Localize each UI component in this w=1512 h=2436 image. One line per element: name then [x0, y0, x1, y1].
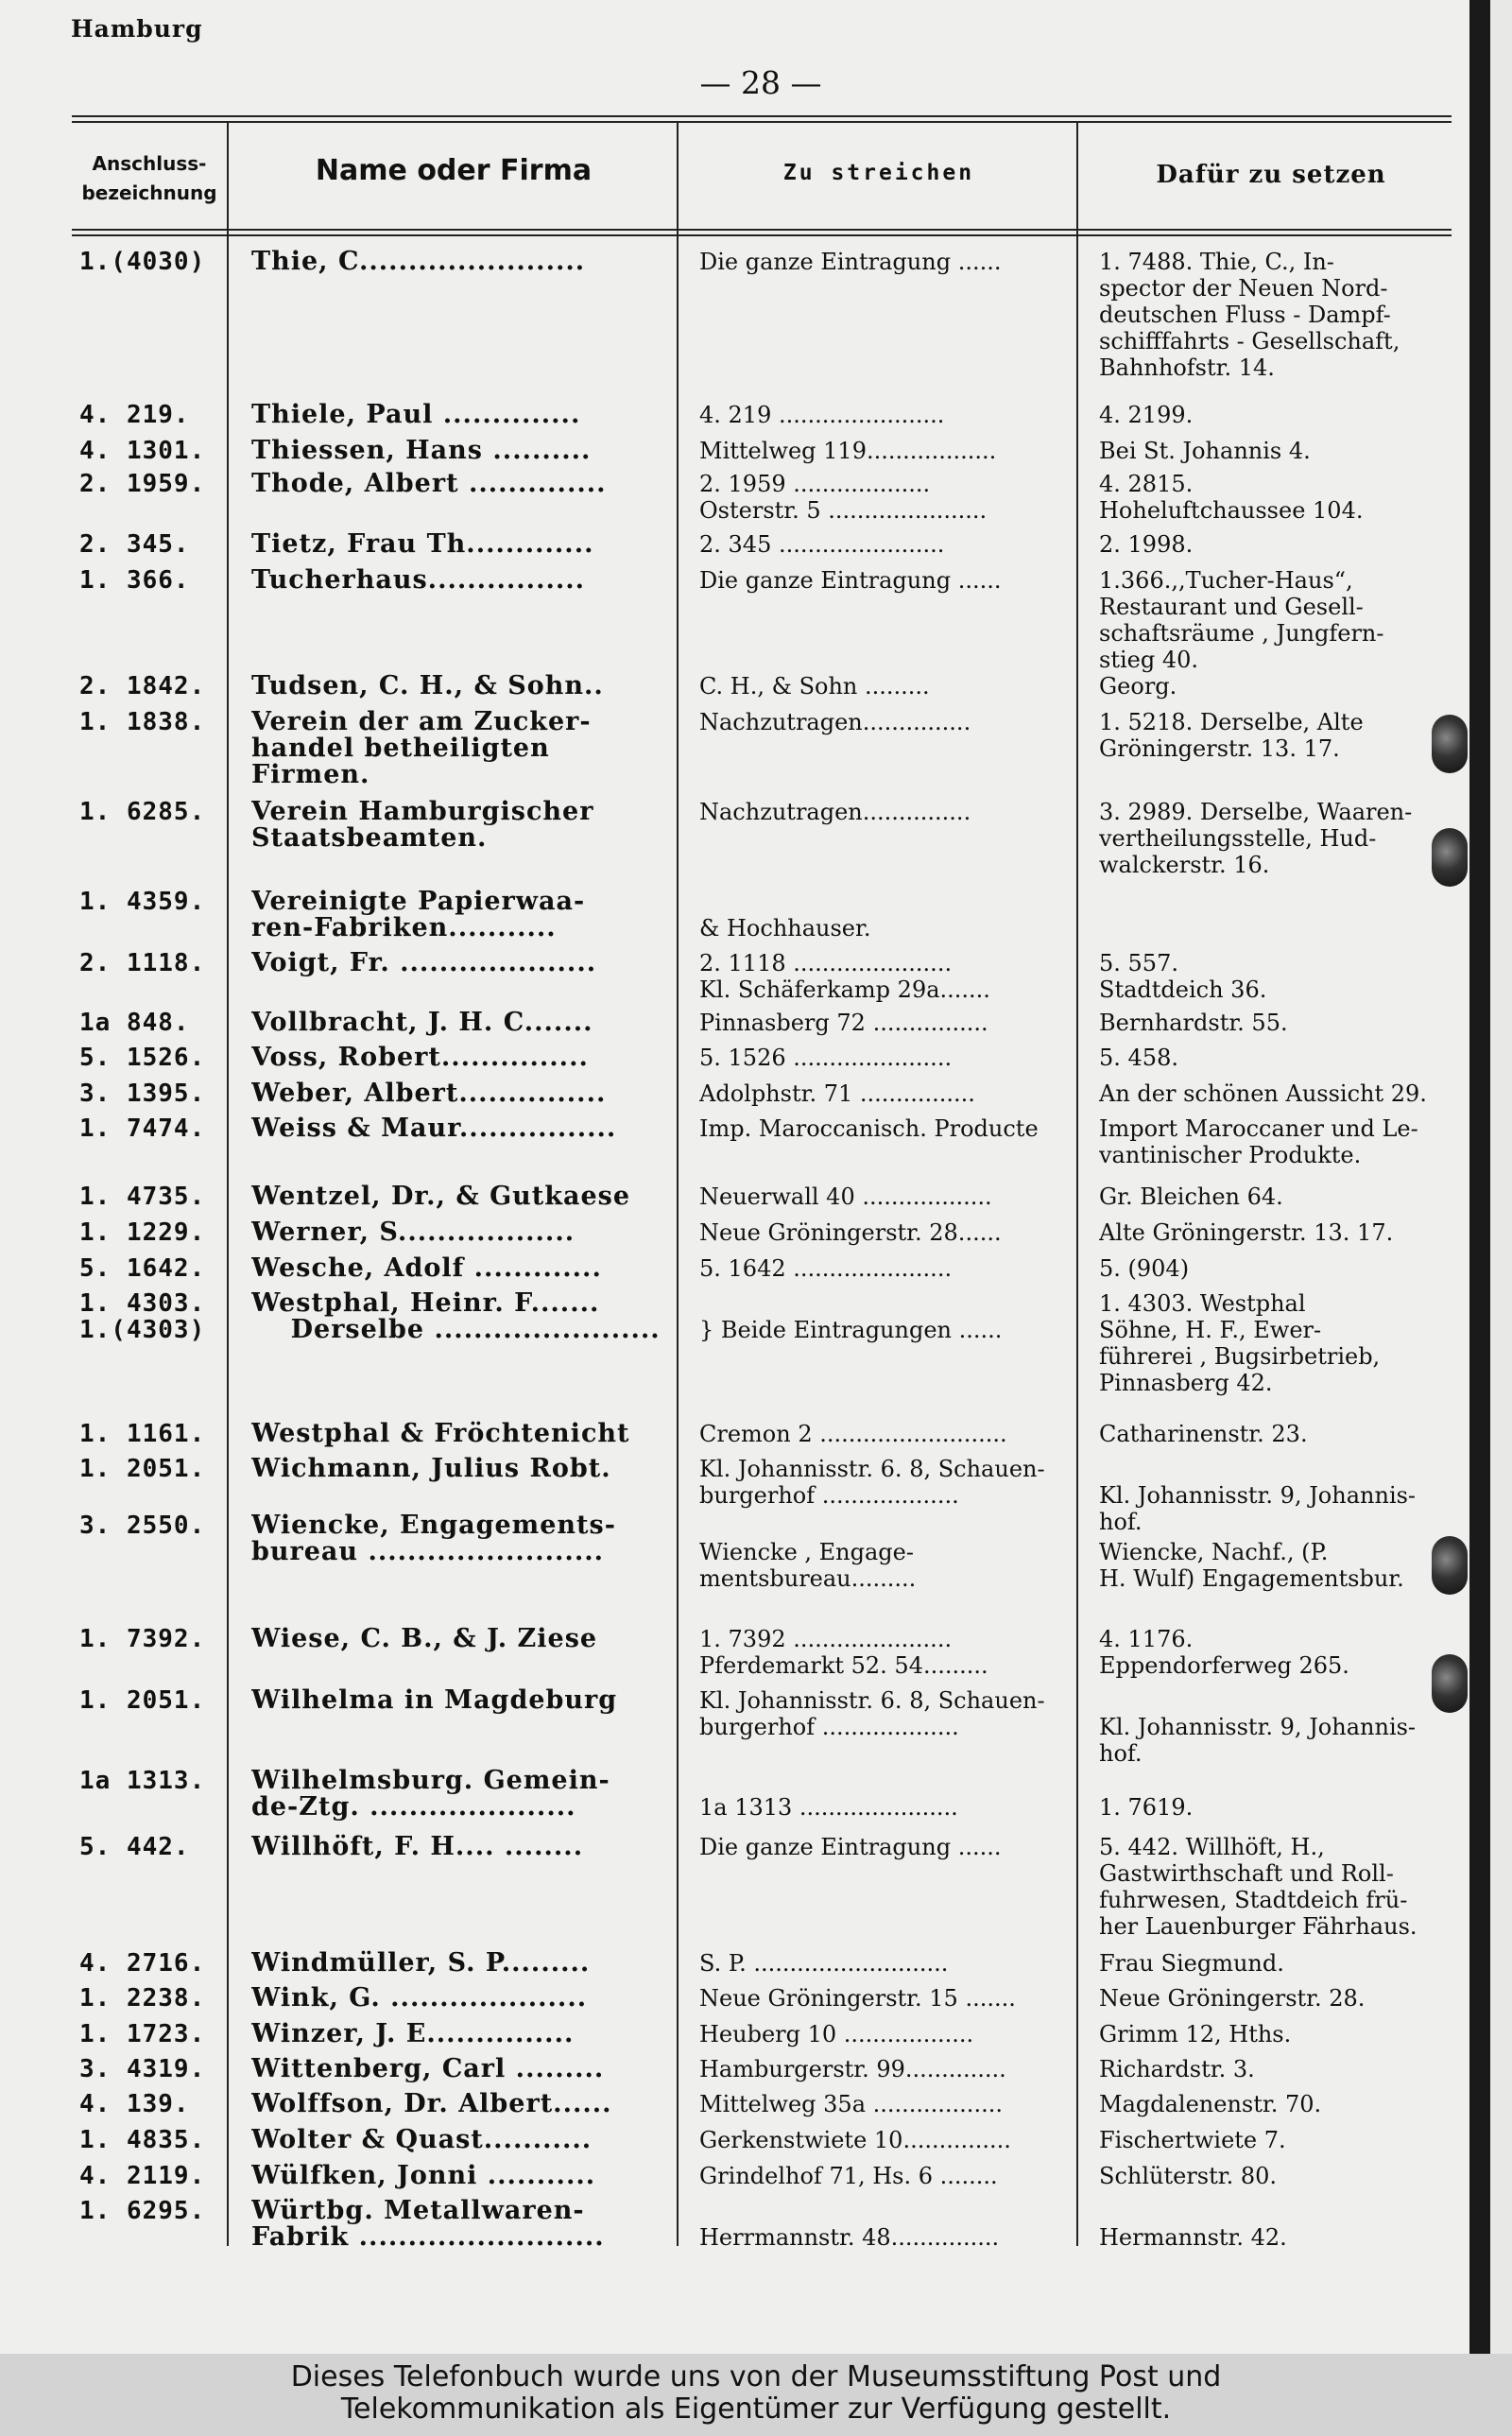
entry-name: Wesche, Adolf ............. — [251, 1255, 602, 1282]
entry-strike: Imp. Maroccanisch. Producte — [699, 1115, 1039, 1142]
entry-set: Schlüterstr. 80. — [1099, 2163, 1278, 2189]
entry-name: Weber, Albert............... — [251, 1080, 607, 1107]
city-heading: Hamburg — [71, 15, 203, 43]
entry-name: Werner, S.................. — [251, 1219, 576, 1246]
entry-set: 5. 458. — [1099, 1045, 1178, 1071]
entry-strike: Mittelweg 35a .................. — [699, 2091, 1003, 2117]
entry-set: 5. 442. Willhöft, H., Gastwirthschaft und Roll- fuhrwesen, Stadtdeich frü- her Lauenburger Fährhaus. — [1099, 1834, 1418, 1940]
entry-code: 1.(4030) — [79, 249, 206, 275]
entry-code: 1. 2051. — [79, 1687, 206, 1714]
entry-code: 4. 1301. — [79, 438, 206, 464]
entry-set: 1. 7488. Thie, C., In- spector der Neuen Nord- deutschen Fluss - Dampf- schifffahrts - Gesellschaft, Bahnhofstr. 14. — [1099, 249, 1400, 381]
entry-set: Frau Siegmund. — [1099, 1950, 1284, 1977]
entry-name: Thie, C....................... — [251, 249, 586, 275]
entry-name: Tucherhaus................ — [251, 567, 586, 594]
entry-strike: 1. 7392 ...................... Pferdemarkt 52. 54......... — [699, 1626, 988, 1679]
entry-strike: Neue Gröningerstr. 15 ....... — [699, 1985, 1016, 2012]
entry-code: 4. 2716. — [79, 1950, 206, 1977]
entry-strike: 4. 219 ....................... — [699, 402, 945, 428]
entry-code: 5. 442. — [79, 1834, 190, 1860]
entry-set: An der schönen Aussicht 29. — [1099, 1080, 1427, 1107]
entry-code: 3. 4319. — [79, 2056, 206, 2082]
entry-name: Westphal, Heinr. F....... Derselbe ....................... — [251, 1290, 661, 1343]
entry-strike: 1a 1313 ...................... — [699, 1794, 958, 1821]
entry-strike: Herrmannstr. 48............... — [699, 2224, 1000, 2251]
entry-strike: Die ganze Eintragung ...... — [699, 567, 1002, 594]
entry-name: Thiele, Paul .............. — [251, 402, 581, 428]
entry-name: Wülfken, Jonni ........... — [251, 2163, 596, 2189]
entry-set: Alte Gröningerstr. 13. 17. — [1099, 1219, 1394, 1246]
entry-strike: Adolphstr. 71 ................ — [699, 1080, 975, 1107]
entry-name: Wichmann, Julius Robt. — [251, 1456, 611, 1482]
attribution-footer: Dieses Telefonbuch wurde uns von der Museumsstiftung Post und Telekommunikation als Eigentümer zur Verfügung gestellt. — [0, 2354, 1512, 2436]
binder-ring — [1432, 1536, 1468, 1595]
entry-code: 2. 1842. — [79, 673, 206, 700]
entry-code: 2. 345. — [79, 531, 190, 558]
entry-code: 1. 1161. — [79, 1421, 206, 1447]
binder-ring — [1432, 715, 1468, 773]
entry-strike: Neuerwall 40 .................. — [699, 1183, 992, 1210]
entry-code: 1. 4735. — [79, 1183, 206, 1210]
entry-name: Vereinigte Papierwaa- ren-Fabriken........... — [251, 889, 586, 942]
entry-strike: Heuberg 10 .................. — [699, 2021, 974, 2047]
binder-ring — [1432, 1654, 1468, 1713]
entry-name: Vollbracht, J. H. C....... — [251, 1010, 593, 1036]
entry-code: 1. 1229. — [79, 1219, 206, 1246]
entry-set: Kl. Johannisstr. 9, Johannis- hof. — [1099, 1714, 1417, 1767]
entry-set: Georg. — [1099, 673, 1177, 700]
entry-code: 1. 2051. — [79, 1456, 206, 1482]
entry-code: 1. 6295. — [79, 2198, 206, 2224]
entry-set: Bei St. Johannis 4. — [1099, 438, 1311, 464]
entry-name: Winzer, J. E............... — [251, 2021, 575, 2047]
entry-set: 1. 5218. Derselbe, Alte Gröningerstr. 13. 17. — [1099, 709, 1364, 762]
binder-ring — [1432, 828, 1468, 887]
entry-strike: S. P. ........................... — [699, 1950, 949, 1977]
entry-name: Weiss & Maur................ — [251, 1115, 617, 1142]
entry-name: Thode, Albert .............. — [251, 471, 607, 497]
entry-code: 1. 6285. — [79, 799, 206, 825]
entry-name: Willhöft, F. H.... ........ — [251, 1834, 584, 1860]
entry-name: Verein der am Zucker- handel betheiligten Firmen. — [251, 709, 592, 788]
entry-code: 4. 139. — [79, 2091, 190, 2117]
entry-code: 3. 1395. — [79, 1080, 206, 1107]
entry-strike: Neue Gröningerstr. 28...... — [699, 1219, 1002, 1246]
entry-set: 4. 2199. — [1099, 402, 1194, 428]
entry-name: Wentzel, Dr., & Gutkaese — [251, 1183, 631, 1210]
entry-set: Neue Gröningerstr. 28. — [1099, 1985, 1366, 2012]
entry-set: Catharinenstr. 23. — [1099, 1421, 1308, 1447]
entry-name: Windmüller, S. P......... — [251, 1950, 591, 1977]
entry-strike: 5. 1642 ...................... — [699, 1255, 953, 1282]
entry-code: 4. 219. — [79, 402, 190, 428]
entry-name: Thiessen, Hans .......... — [251, 438, 592, 464]
entry-code: 1. 2238. — [79, 1985, 206, 2012]
entry-set: 5. (904) — [1099, 1255, 1190, 1282]
column-header-strike: Zu streichen — [782, 161, 975, 185]
entry-set: 5. 557. Stadtdeich 36. — [1099, 950, 1267, 1003]
entry-strike: 2. 1959 ................... Osterstr. 5 ...................... — [699, 471, 988, 524]
column-header-name: Name oder Firma — [315, 154, 593, 187]
entry-strike: Hamburgerstr. 99.............. — [699, 2056, 1006, 2082]
entry-code: 1. 7392. — [79, 1626, 206, 1652]
entry-strike: Gerkenstwiete 10............... — [699, 2127, 1011, 2153]
column-header-set: Dafür zu setzen — [1156, 161, 1386, 189]
entry-strike: Wiencke , Engage- mentsbureau......... — [699, 1539, 917, 1592]
entry-set: Import Maroccaner und Le- vantinischer Produkte. — [1099, 1115, 1418, 1168]
entry-code: 1a 1313. — [79, 1768, 206, 1794]
entry-set: Grimm 12, Hths. — [1099, 2021, 1292, 2047]
entry-code: 2. 1959. — [79, 471, 206, 497]
entry-strike: C. H., & Sohn ......... — [699, 673, 930, 700]
entry-strike: Die ganze Eintragung ...... — [699, 249, 1002, 275]
entry-set: 3. 2989. Derselbe, Waaren- vertheilungsstelle, Hud- walckerstr. 16. — [1099, 799, 1413, 878]
entry-strike: } Beide Eintragungen ...... — [699, 1317, 1003, 1343]
entry-code: 1. 7474. — [79, 1115, 206, 1142]
entry-code: 5. 1642. — [79, 1255, 206, 1282]
next-page-edge — [1490, 0, 1512, 2354]
entry-set: 4. 2815. Hoheluftchaussee 104. — [1099, 471, 1364, 524]
entry-code: 4. 2119. — [79, 2163, 206, 2189]
entry-strike: Nachzutragen............... — [699, 709, 971, 735]
entry-name: Tietz, Frau Th............. — [251, 531, 594, 558]
entry-code: 1. 1838. — [79, 709, 206, 735]
entry-name: Wolter & Quast........... — [251, 2127, 593, 2153]
entry-code: 1. 366. — [79, 567, 190, 594]
entry-strike: 2. 345 ....................... — [699, 531, 945, 558]
page-number: — 28 — — [699, 64, 822, 101]
entry-strike: Mittelweg 119.................. — [699, 438, 997, 464]
entry-strike: 5. 1526 ...................... — [699, 1045, 953, 1071]
entry-name: Westphal & Fröchtenicht — [251, 1421, 630, 1447]
entry-name: Voigt, Fr. .................... — [251, 950, 597, 976]
book-binding — [1469, 0, 1490, 2354]
entry-name: Wilhelmsburg. Gemein- de-Ztg. ..................... — [251, 1768, 610, 1821]
entry-code: 3. 2550. — [79, 1512, 206, 1539]
entry-set: 4. 1176. Eppendorferweg 265. — [1099, 1626, 1349, 1679]
entry-set: 1. 4303. Westphal Söhne, H. F., Ewer- führerei , Bugsirbetrieb, Pinnasberg 42. — [1099, 1290, 1381, 1396]
entry-set: Gr. Bleichen 64. — [1099, 1183, 1283, 1210]
entry-set: Kl. Johannisstr. 9, Johannis- hof. — [1099, 1482, 1417, 1535]
entry-set: Richardstr. 3. — [1099, 2056, 1255, 2082]
entry-name: Wiese, C. B., & J. Ziese — [251, 1626, 598, 1652]
entry-set: Fischertwiete 7. — [1099, 2127, 1286, 2153]
entry-name: Wiencke, Engagements- bureau ........................ — [251, 1512, 616, 1565]
entry-strike: Grindelhof 71, Hs. 6 ........ — [699, 2163, 998, 2189]
entry-name: Würtbg. Metallwaren- Fabrik ......................... — [251, 2198, 605, 2251]
entry-strike: Kl. Johannisstr. 6. 8, Schauen- burgerhof ................... — [699, 1687, 1045, 1740]
entry-set: Bernhardstr. 55. — [1099, 1010, 1288, 1036]
entry-set: 2. 1998. — [1099, 531, 1194, 558]
entry-set: 1.366.,,Tucher-Haus“, Restaurant und Gesell- schaftsräume , Jungfern- stieg 40. — [1099, 567, 1384, 673]
entry-set: 1. 7619. — [1099, 1794, 1194, 1821]
entry-strike: Kl. Johannisstr. 6. 8, Schauen- burgerhof ................... — [699, 1456, 1045, 1509]
entry-set: Wiencke, Nachf., (P. H. Wulf) Engagementsbur. — [1099, 1539, 1404, 1592]
entry-strike: Cremon 2 .......................... — [699, 1421, 1007, 1447]
entry-name: Tudsen, C. H., & Sohn.. — [251, 673, 604, 700]
entry-code: 1. 4359. — [79, 889, 206, 915]
column-header-code: Anschluss- bezeichnung — [81, 152, 217, 204]
entry-code: 1. 4835. — [79, 2127, 206, 2153]
entry-strike: Nachzutragen............... — [699, 799, 971, 825]
entry-name: Wolffson, Dr. Albert...... — [251, 2091, 612, 2117]
entry-name: Verein Hamburgischer Staatsbeamten. — [251, 799, 594, 852]
entry-strike: 2. 1118 ...................... Kl. Schäferkamp 29a....... — [699, 950, 990, 1003]
entry-code: 1. 4303. 1.(4303) — [79, 1290, 206, 1343]
entry-name: Voss, Robert............... — [251, 1045, 589, 1071]
entry-code: 1. 1723. — [79, 2021, 206, 2047]
entry-code: 5. 1526. — [79, 1045, 206, 1071]
entry-set: Hermannstr. 42. — [1099, 2224, 1287, 2251]
entry-name: Wittenberg, Carl ......... — [251, 2056, 605, 2082]
entry-strike: Pinnasberg 72 ................ — [699, 1010, 988, 1036]
entry-set: Magdalenenstr. 70. — [1099, 2091, 1322, 2117]
entry-name: Wink, G. .................... — [251, 1985, 588, 2012]
entry-name: Wilhelma in Magdeburg — [251, 1687, 618, 1714]
entry-strike: Die ganze Eintragung ...... — [699, 1834, 1002, 1860]
entry-code: 2. 1118. — [79, 950, 206, 976]
entry-code: 1a 848. — [79, 1010, 190, 1036]
entry-strike: & Hochhauser. — [699, 915, 871, 942]
